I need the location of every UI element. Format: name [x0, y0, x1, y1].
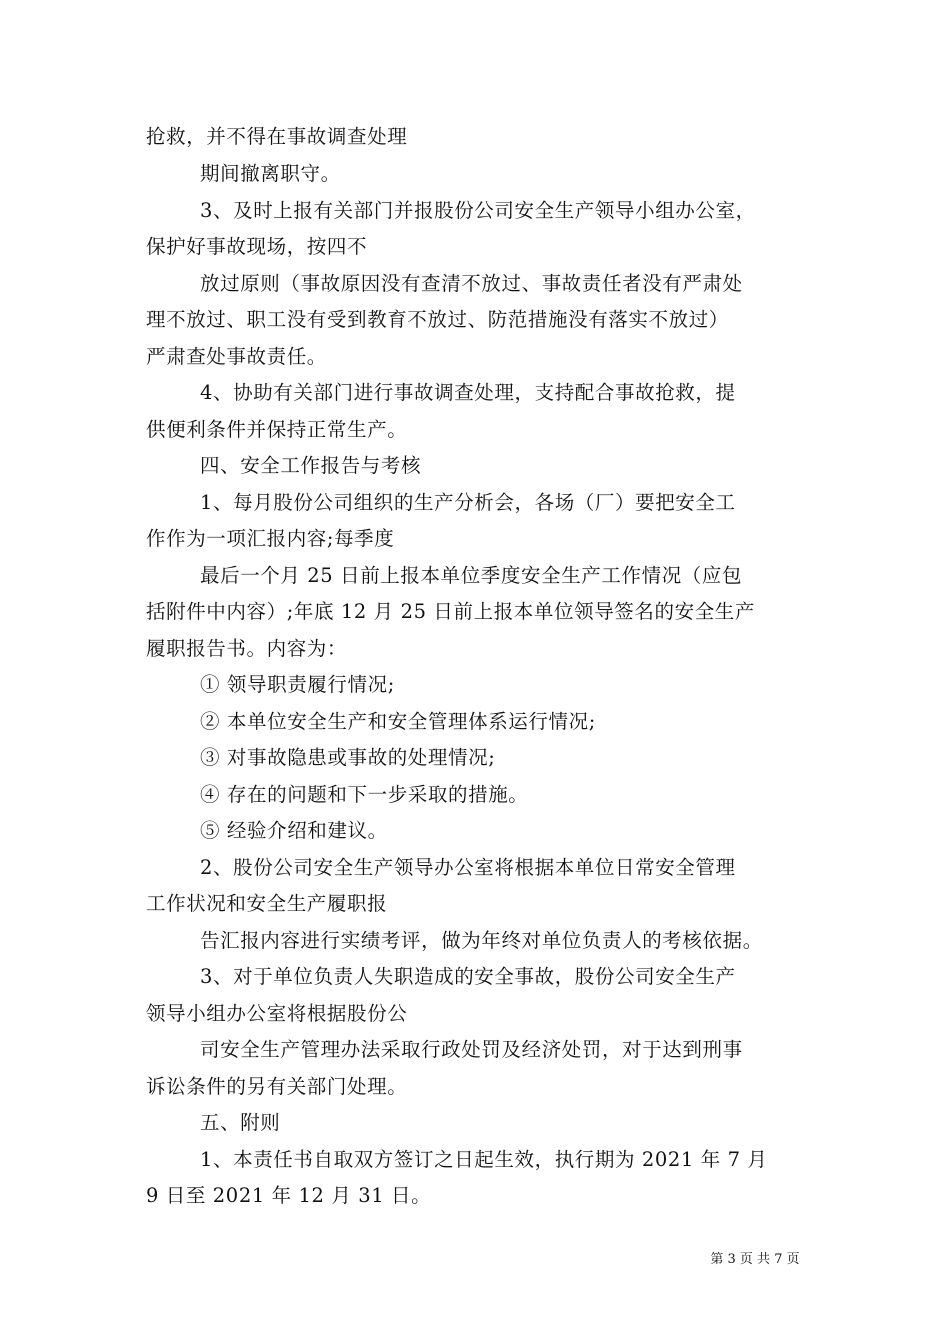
text-line: 3、对于单位负责人失职造成的安全事故，股份公司安全生产: [200, 965, 736, 988]
list-item: ④ 存在的问题和下一步采取的措施。: [200, 783, 529, 806]
text-line: 工作状况和安全生产履职报: [146, 892, 388, 915]
text-line: 严肃查处事故责任。: [146, 345, 327, 368]
section-heading: 五、附则: [200, 1111, 281, 1134]
text-line: 理不放过、职工没有受到教育不放过、防范措施没有落实不放过）: [146, 308, 729, 331]
text-line: 最后一个月 25 日前上报本单位季度安全生产工作情况（应包: [200, 564, 743, 587]
list-item: ⑤ 经验介绍和建议。: [200, 819, 388, 842]
text-line: 3、及时上报有关部门并报股份公司安全生产领导小组办公室，: [200, 199, 756, 222]
text-line: 抢救，并不得在事故调查处理: [146, 125, 408, 148]
text-line: 期间撤离职守。: [200, 162, 341, 185]
text-line: 司安全生产管理办法采取行政处罚及经济处罚，对于达到刑事: [200, 1038, 743, 1061]
text-line: 括附件中内容）;年底 12 月 25 日前上报本单位领导签名的安全生产: [146, 600, 755, 623]
text-line: 诉讼条件的另有关部门处理。: [146, 1075, 408, 1098]
text-line: 保护好事故现场，按四不: [146, 235, 368, 258]
list-item: ② 本单位安全生产和安全管理体系运行情况;: [200, 710, 596, 733]
text-line: 4、协助有关部门进行事故调查处理，支持配合事故抢救，提: [200, 381, 736, 404]
text-line: 供便利条件并保持正常生产。: [146, 418, 408, 441]
text-line: 履职报告书。内容为：: [146, 637, 348, 660]
text-line: 9 日至 2021 年 12 月 31 日。: [146, 1184, 432, 1207]
page-number: 第 3 页 共 7 页: [710, 1252, 800, 1267]
text-line: 1、本责任书自取双方签订之日起生效，执行期为 2021 年 7 月: [200, 1148, 768, 1171]
text-line: 放过原则（事故原因没有查清不放过、事故责任者没有严肃处: [200, 272, 743, 295]
text-line: 领导小组办公室将根据股份公: [146, 1002, 408, 1025]
text-line: 2、股份公司安全生产领导办公室将根据本单位日常安全管理: [200, 856, 736, 879]
list-item: ① 领导职责履行情况;: [200, 673, 395, 696]
list-item: ③ 对事故隐患或事故的处理情况;: [200, 746, 496, 769]
text-line: 作作为一项汇报内容;每季度: [146, 527, 395, 550]
text-line: 1、每月股份公司组织的生产分析会，各场（厂）要把安全工: [200, 491, 736, 514]
text-line: 告汇报内容进行实绩考评，做为年终对单位负责人的考核依据。: [200, 929, 763, 952]
section-heading: 四、安全工作报告与考核: [200, 454, 422, 477]
